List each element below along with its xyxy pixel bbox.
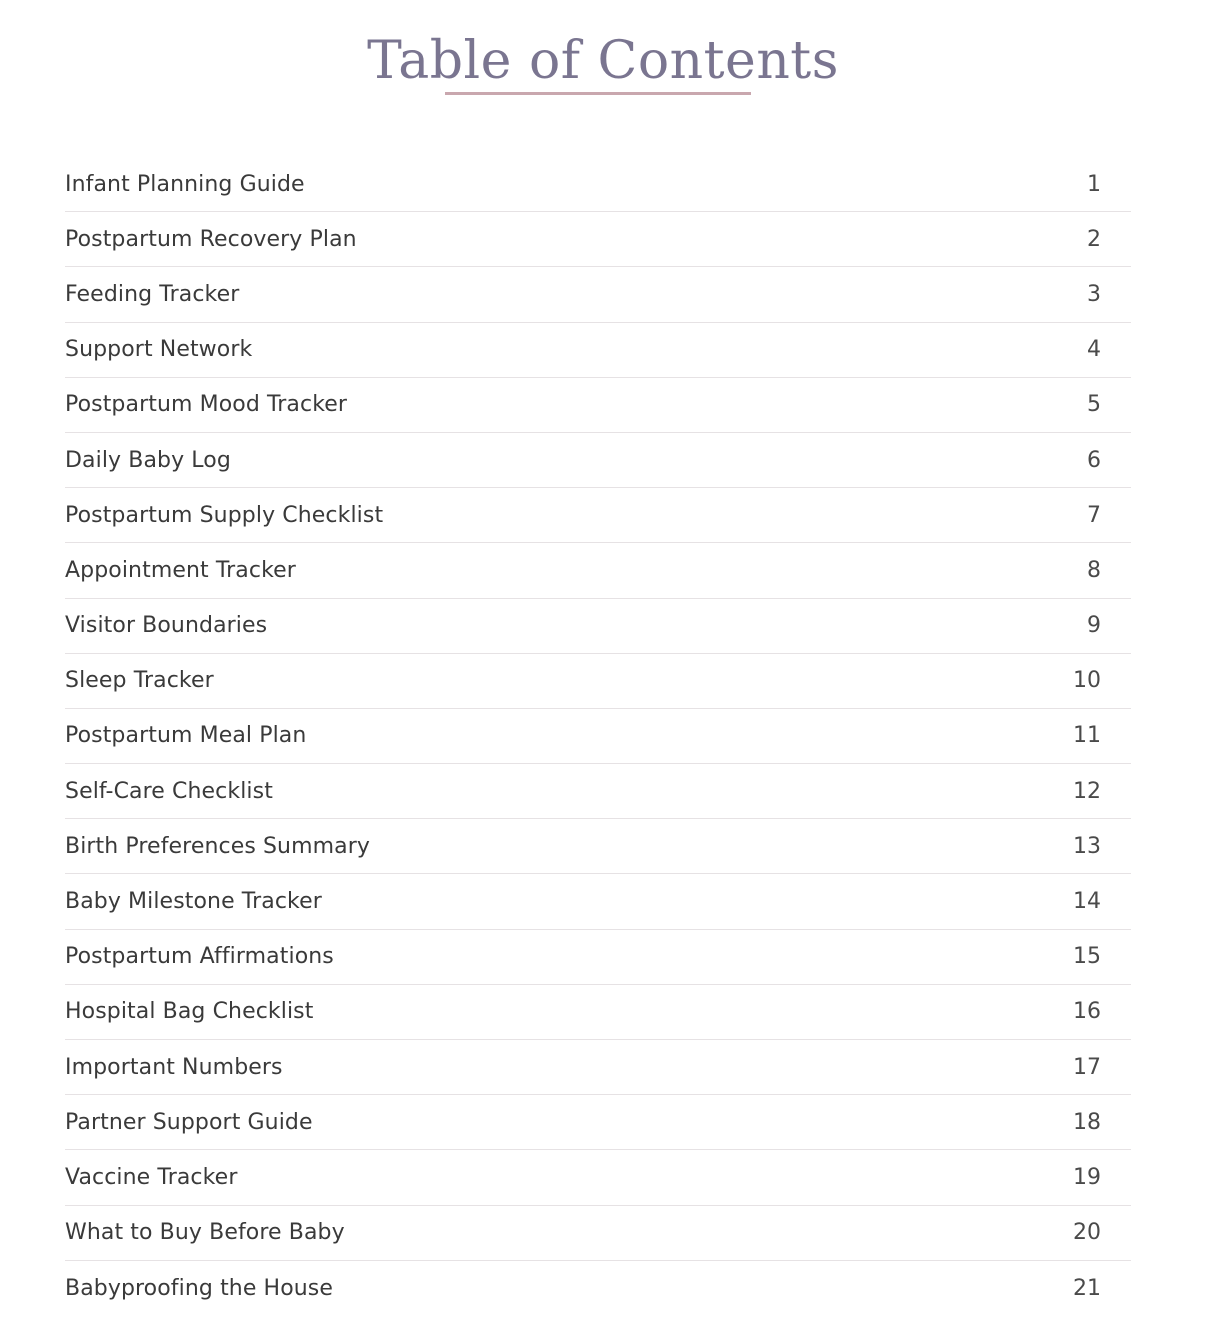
toc-entry-label: Visitor Boundaries bbox=[65, 613, 268, 639]
toc-entry-label: Postpartum Recovery Plan bbox=[65, 226, 357, 252]
toc-entry-label: Postpartum Meal Plan bbox=[65, 723, 307, 749]
title-wrap bbox=[0, 30, 1206, 92]
toc-entry[interactable] bbox=[65, 1150, 1131, 1205]
toc-entry-label: Appointment Tracker bbox=[65, 557, 296, 583]
toc-entry[interactable] bbox=[65, 488, 1131, 543]
toc-entry-page-number: 1 bbox=[1087, 171, 1101, 197]
toc-entry-page-number: 2 bbox=[1087, 226, 1101, 252]
toc-entry[interactable] bbox=[65, 1261, 1131, 1316]
toc-entry-page-number: 7 bbox=[1087, 502, 1101, 528]
toc-entry[interactable] bbox=[65, 654, 1131, 709]
toc-entry-page-number: 3 bbox=[1087, 281, 1101, 307]
page-title: Table of Contents bbox=[367, 31, 839, 91]
toc-entry-page-number: 4 bbox=[1087, 337, 1101, 363]
toc-entry-label: Hospital Bag Checklist bbox=[65, 999, 314, 1025]
toc-entry-label: Babyproofing the House bbox=[65, 1275, 334, 1301]
toc-entry[interactable] bbox=[65, 599, 1131, 654]
toc-entry-page-number: 10 bbox=[1073, 668, 1101, 694]
toc-entry[interactable] bbox=[65, 874, 1131, 929]
toc-entry[interactable] bbox=[65, 985, 1131, 1040]
toc-list bbox=[65, 157, 1131, 1316]
toc-entry-label: Vaccine Tracker bbox=[65, 1164, 238, 1190]
toc-entry-label: Daily Baby Log bbox=[65, 447, 231, 473]
toc-entry-label: Baby Milestone Tracker bbox=[65, 889, 322, 915]
toc-entry[interactable] bbox=[65, 323, 1131, 378]
toc-entry-label: Feeding Tracker bbox=[65, 281, 240, 307]
toc-entry-page-number: 18 bbox=[1073, 1109, 1101, 1135]
toc-entry[interactable] bbox=[65, 433, 1131, 488]
toc-entry[interactable] bbox=[65, 764, 1131, 819]
toc-entry-label: Postpartum Mood Tracker bbox=[65, 392, 348, 418]
toc-entry-page-number: 13 bbox=[1073, 833, 1101, 859]
toc-entry-page-number: 14 bbox=[1073, 889, 1101, 915]
toc-entry-page-number: 17 bbox=[1073, 1054, 1101, 1080]
toc-entry[interactable] bbox=[65, 709, 1131, 764]
toc-entry[interactable] bbox=[65, 1206, 1131, 1261]
toc-entry-page-number: 9 bbox=[1087, 613, 1101, 639]
toc-entry-page-number: 5 bbox=[1087, 392, 1101, 418]
toc-entry-label: What to Buy Before Baby bbox=[65, 1220, 345, 1246]
toc-entry[interactable] bbox=[65, 157, 1131, 212]
toc-entry[interactable] bbox=[65, 212, 1131, 267]
toc-entry-label: Birth Preferences Summary bbox=[65, 833, 371, 859]
toc-entry-label: Infant Planning Guide bbox=[65, 171, 305, 197]
toc-entry-page-number: 11 bbox=[1073, 723, 1101, 749]
toc-entry-label: Sleep Tracker bbox=[65, 668, 214, 694]
toc-entry-label: Postpartum Affirmations bbox=[65, 944, 334, 970]
toc-entry[interactable] bbox=[65, 819, 1131, 874]
toc-entry[interactable] bbox=[65, 1040, 1131, 1095]
title-underline bbox=[445, 92, 751, 95]
toc-entry-page-number: 6 bbox=[1087, 447, 1101, 473]
toc-entry-page-number: 12 bbox=[1073, 778, 1101, 804]
toc-entry-page-number: 16 bbox=[1073, 999, 1101, 1025]
toc-entry-label: Partner Support Guide bbox=[65, 1109, 313, 1135]
toc-entry[interactable] bbox=[65, 378, 1131, 433]
toc-entry[interactable] bbox=[65, 930, 1131, 985]
toc-entry-page-number: 8 bbox=[1087, 557, 1101, 583]
toc-entry[interactable] bbox=[65, 1095, 1131, 1150]
toc-entry-label: Self-Care Checklist bbox=[65, 778, 273, 804]
toc-entry-page-number: 21 bbox=[1073, 1275, 1101, 1301]
toc-entry-page-number: 19 bbox=[1073, 1164, 1101, 1190]
toc-entry-label: Important Numbers bbox=[65, 1054, 283, 1080]
toc-entry[interactable] bbox=[65, 543, 1131, 598]
toc-entry-label: Postpartum Supply Checklist bbox=[65, 502, 384, 528]
toc-entry[interactable] bbox=[65, 267, 1131, 322]
toc-entry-label: Support Network bbox=[65, 337, 253, 363]
toc-entry-page-number: 20 bbox=[1073, 1220, 1101, 1246]
toc-entry-page-number: 15 bbox=[1073, 944, 1101, 970]
